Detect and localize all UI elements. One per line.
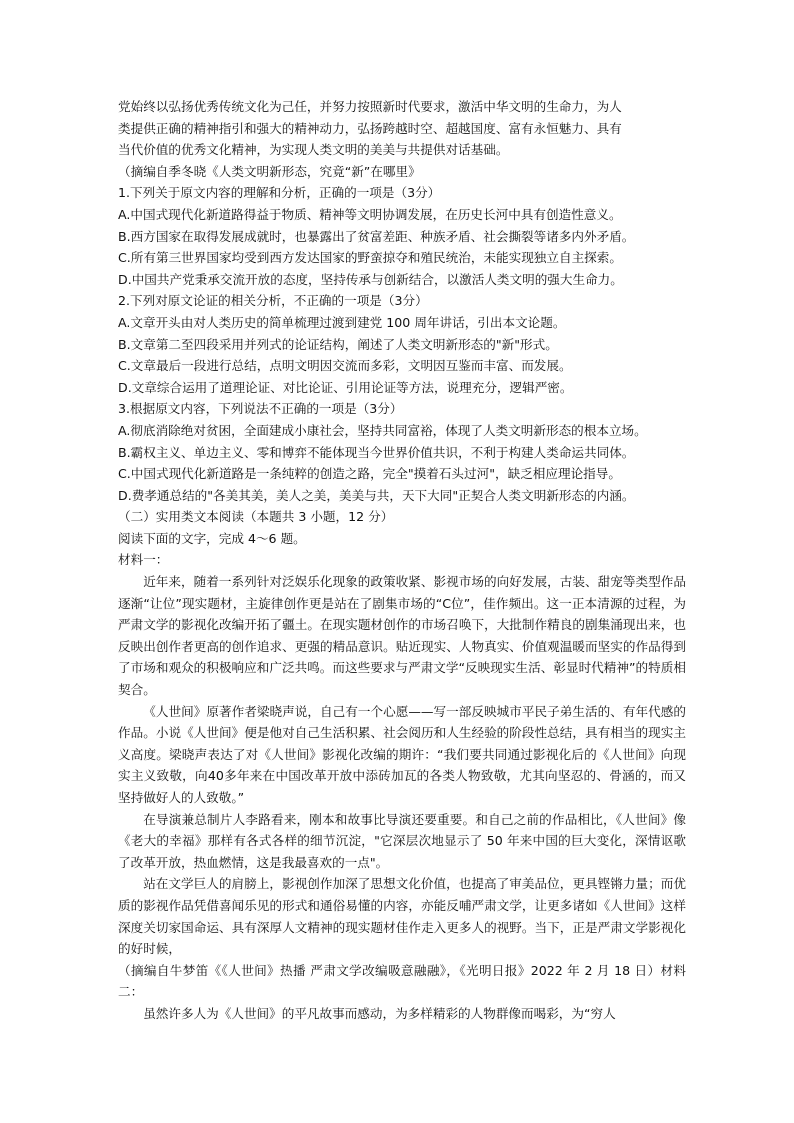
document-page <box>118 96 686 1025</box>
intro-line: 类提供正确的精神指引和强大的精神动力，弘扬跨越时空、超越国度、富有永恒魅力、具有 <box>118 120 622 136</box>
material-1-paragraph: 站在文学巨人的肩膀上，影视创作加深了思想文化价值，也提高了审美品位，更具铿锵力量；而优质的影视作品凭借喜闻乐见的形式和通俗易懂的内容，亦能反哺严肃文学，让更多诸如《人世间》这样深度关切家国命运、具有深厚人文精神的现实题材佳作走入更多人的视野。当下，正是严肃文学影视化的好时候， <box>118 876 686 957</box>
question-2-option-a: A.文章开头由对人类历史的简单梳理过渡到建党 100 周年讲话，引出本文论题。 <box>118 314 566 330</box>
intro-line: 当代价值的优秀文化精神，为实现人类文明的美美与共提供对话基础。 <box>118 142 509 158</box>
material-1-paragraph: 近年来，随着一系列针对泛娱乐化现象的政策收紧、影视市场的向好发展，古装、甜宠等类型作品逐渐“让位”现实题材，主旋律创作更是站在了剧集市场的“C位”，佳作频出。这一正本清源的过程，为严肃文学的影视化改编开拓了疆土。在现实题材创作的市场召唤下，大批制作精良的剧集涌现出来，也反映出创作者更高的创作追求、更强的精品意识。贴近现实、人物真实、价值观温暖而坚实的作品得到了市场和观众的积极响应和广泛共鸣。而这些要求与严肃文学“反映现实生活、彰显时代精神”的特质相契合。 <box>118 574 686 698</box>
material-1-label: 材料一： <box>118 552 169 568</box>
question-3-stem: 3.根据原文内容，下列说法不正确的一项是（3分） <box>118 401 403 417</box>
question-3-option-a: A.彻底消除绝对贫困，全面建成小康社会，坚持共同富裕，体现了人类文明新形态的根本立场。 <box>118 422 647 438</box>
question-2-option-c: C.文章最后一段进行总结，点明文明因交流而多彩，文明因互鉴而丰富、而发展。 <box>118 358 572 374</box>
intro-line: 党始终以弘扬优秀传统文化为己任，并努力按照新时代要求，激活中华文明的生命力，为人 <box>118 99 622 114</box>
section-instruction: 阅读下面的文字，完成 4～6 题。 <box>118 530 306 546</box>
question-2-stem: 2.下列对原文论证的相关分析，不正确的一项是（3分） <box>118 293 428 309</box>
question-2-option-b: B.文章第二至四段采用并列式的论证结构，阐述了人类文明新形态的"新"形式。 <box>118 336 558 352</box>
material-2-first-line: 虽然许多人为《人世间》的平凡故事而感动，为多样精彩的人物群像而喝彩，为“穷人 <box>143 1005 616 1021</box>
question-1-stem: 1.下列关于原文内容的理解和分析，正确的一项是（3分） <box>118 185 441 201</box>
question-3-option-b: B.霸权主义、单边主义、零和博弈不能体现当今世界价值共识，不利于构建人类命运共同体。 <box>118 444 635 460</box>
intro-source: （摘编自季冬晓《人类文明新形态，究竟“新”在哪里》 <box>118 163 421 179</box>
question-3-option-d: D.费孝通总结的"各美其美，美人之美，美美与共，天下大同"正契合人类文明新形态的内涵。 <box>118 487 635 503</box>
material-1-paragraph: 在导演兼总制片人李路看来，刚本和故事比导演还要重要。和自己之前的作品相比，《人世间》像《老大的幸福》那样有各式各样的细节沉淀，"它深层次地显示了 50 年来中国的巨大变化，深情讴歌了改革开放，热血燃情，这是我最喜欢的一点"。 <box>118 811 686 870</box>
question-1-option-b: B.西方国家在取得发展成就时，也暴露出了贫富差距、种族矛盾、社会撕裂等诸多内外矛盾。 <box>118 228 635 244</box>
question-1-option-c: C.所有第三世界国家均受到西方发达国家的野蛮掠夺和殖民统治，未能实现独立自主探索。 <box>118 250 622 266</box>
material-1-source: （摘编自牛梦笛《《人世间》热播 严肃文学改编吸意融融》，《光明日报》2022 年 2 月 18 日）材料二： <box>118 962 686 1000</box>
section-title: （二）实用类文本阅读（本题共 3 小题，12 分） <box>118 509 394 525</box>
question-1-option-d: D.中国共产党秉承交流开放的态度，坚持传承与创新结合，以激活人类文明的强大生命力。 <box>118 271 623 287</box>
question-3-option-c: C.中国式现代化新道路是一条纯粹的创造之路，完全"摸着石头过河"，缺乏相应理论指导。 <box>118 466 621 482</box>
question-2-option-d: D.文章综合运用了道理论证、对比论证、引用论证等方法，说理充分，逻辑严密。 <box>118 379 573 395</box>
material-1-paragraph: 《人世间》原著作者梁晓声说，自己有一个心愿——写一部反映城市平民子弟生活的、有年代感的作品。小说《人世间》便是他对自己生活积累、社会阅历和人生经验的阶段性总结，具有相当的现实主义高度。梁晓声表达了对《人世间》影视化改编的期许：“我们要共同通过影视化后的《人世间》向现实主义致敬，向40多年来在中国改革开放中添砖加瓦的各类人物致敬，尤其向坚忍的、骨涵的，而又坚持做好人的人致敬。” <box>118 703 686 805</box>
question-1-option-a: A.中国式现代化新道路得益于物质、精神等文明协调发展，在历史长河中具有创造性意义。 <box>118 206 622 222</box>
